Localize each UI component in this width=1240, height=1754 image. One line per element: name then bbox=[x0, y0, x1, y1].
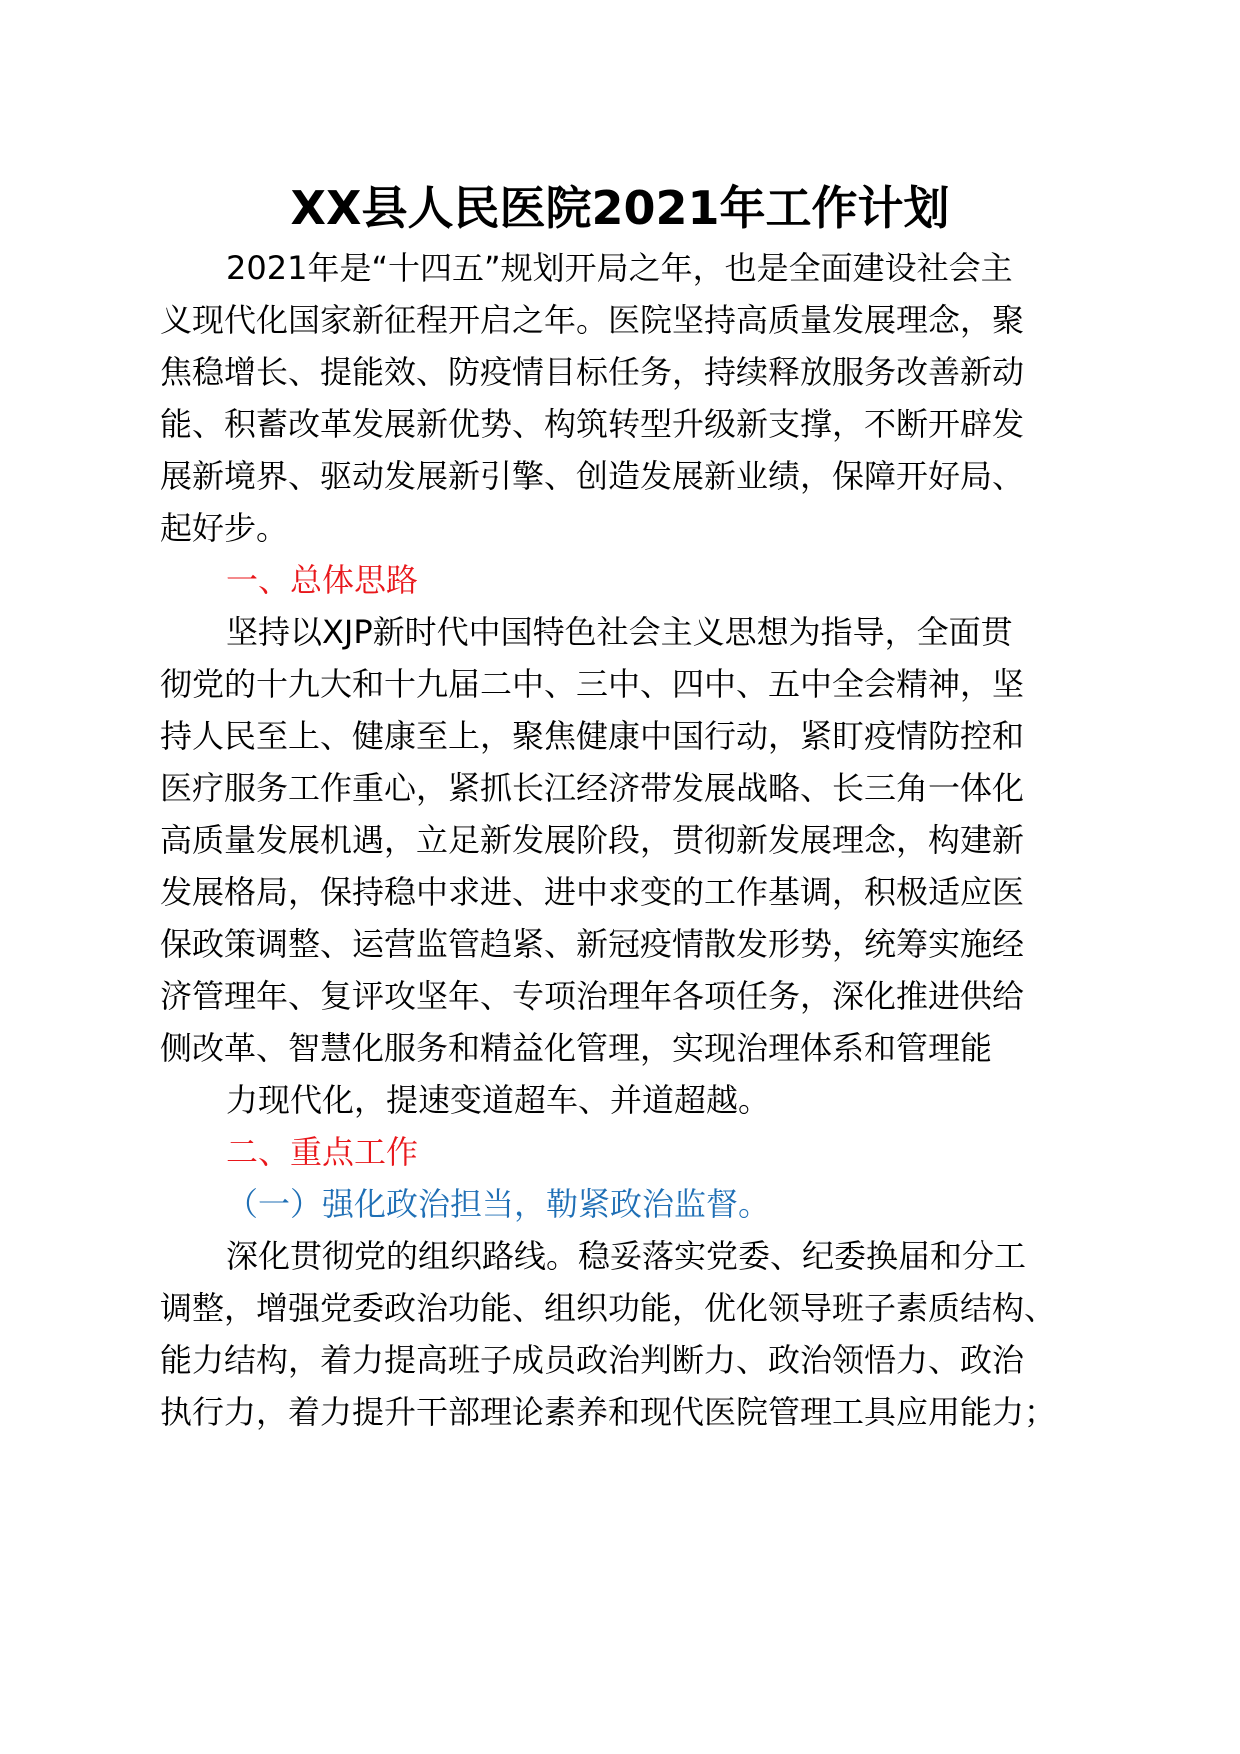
paragraph-line: 调整，增强党委政治功能、组织功能，优化领导班子素质结构、 bbox=[160, 1289, 1057, 1327]
paragraph-line: 2021年是“十四五”规划开局之年，也是全面建设社会主 bbox=[226, 249, 1013, 287]
paragraph-line: 展新境界、驱动发展新引擎、创造发展新业绩，保障开好局、 bbox=[160, 457, 1025, 495]
paragraph-line: 保政策调整、运营监管趋紧、新冠疫情散发形势，统筹实施经 bbox=[160, 925, 1025, 963]
paragraph-line: 能、积蓄改革发展新优势、构筑转型升级新支撑，不断开辟发 bbox=[160, 405, 1025, 443]
section-heading: 一、总体思路 bbox=[226, 561, 419, 599]
paragraph-line: 起好步。 bbox=[160, 509, 289, 547]
paragraph-line: 彻党的十九大和十九届二中、三中、四中、五中全会精神，坚 bbox=[160, 665, 1025, 703]
paragraph-line: 发展格局，保持稳中求进、进中求变的工作基调，积极适应医 bbox=[160, 873, 1025, 911]
paragraph-line: 力现代化，提速变道超车、并道超越。 bbox=[226, 1081, 771, 1119]
paragraph-line: 济管理年、复评攻坚年、专项治理年各项任务，深化推进供给 bbox=[160, 977, 1025, 1015]
paragraph-line: 义现代化国家新征程开启之年。医院坚持高质量发展理念，聚 bbox=[160, 301, 1025, 339]
paragraph-line: 医疗服务工作重心，紧抓长江经济带发展战略、长三角一体化 bbox=[160, 769, 1025, 807]
subsection-heading: （一）强化政治担当，勒紧政治监督。 bbox=[226, 1185, 771, 1223]
paragraph-line: 焦稳增长、提能效、防疫情目标任务，持续释放服务改善新动 bbox=[160, 353, 1025, 391]
paragraph-line: 执行力，着力提升干部理论素养和现代医院管理工具应用能力； bbox=[160, 1393, 1057, 1431]
paragraph-line: 持人民至上、健康至上，聚焦健康中国行动，紧盯疫情防控和 bbox=[160, 717, 1025, 755]
paragraph-line: 深化贯彻党的组织路线。稳妥落实党委、纪委换届和分工 bbox=[226, 1237, 1027, 1275]
document-title: XX县人民医院2021年工作计划 bbox=[290, 181, 950, 235]
paragraph-line: 高质量发展机遇，立足新发展阶段，贯彻新发展理念，构建新 bbox=[160, 821, 1025, 859]
paragraph-line: 坚持以XJP新时代中国特色社会主义思想为指导，全面贯 bbox=[226, 613, 1013, 651]
paragraph-line: 能力结构，着力提高班子成员政治判断力、政治领悟力、政治 bbox=[160, 1341, 1025, 1379]
paragraph-line: 侧改革、智慧化服务和精益化管理，实现治理体系和管理能 bbox=[160, 1029, 993, 1067]
section-heading: 二、重点工作 bbox=[226, 1133, 419, 1171]
